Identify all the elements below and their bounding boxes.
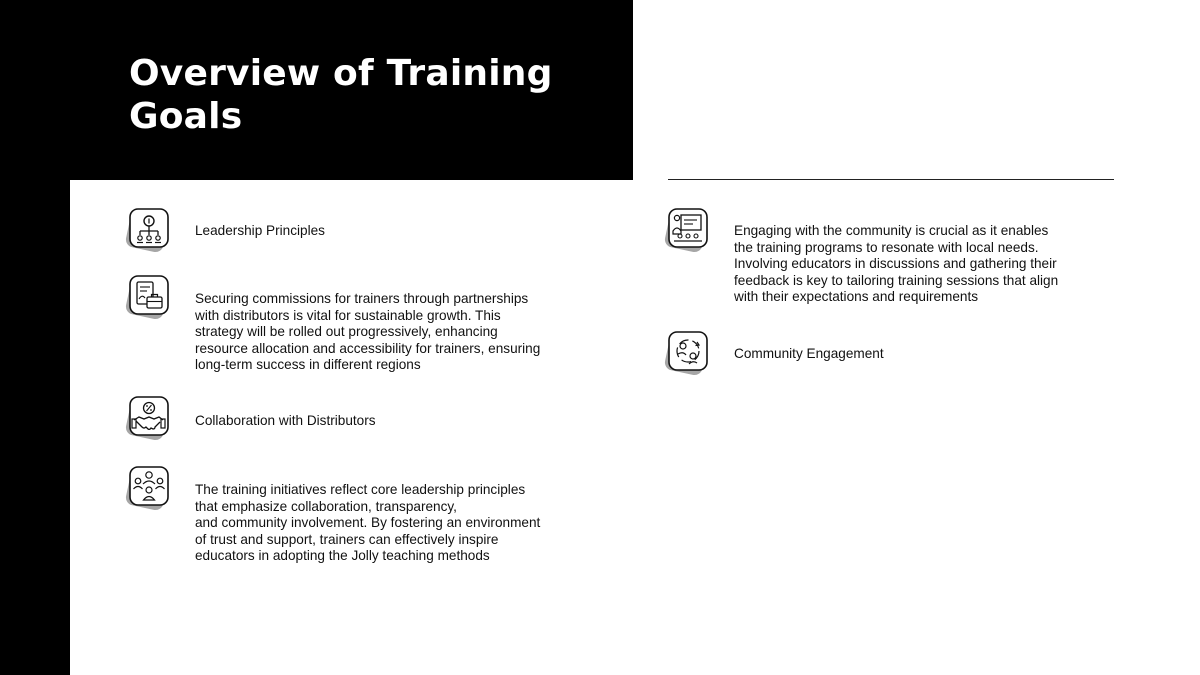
page-title: Overview of Training Goals: [129, 53, 553, 137]
item-text-community-engaging: Engaging with the community is crucial as it enables the training programs to resonate with local needs. Involving educators in discussions and gathering their feedback is key to tailoring training sessions that align with their expectations and requirements: [734, 223, 1059, 305]
team-community-icon: [123, 463, 173, 513]
title-block: [0, 0, 633, 180]
item-text-commissions: Securing commissions for trainers through partnerships with distributors is vital for sustainable growth. This strategy will be rolled out progressively, enhancing resource allocation and accessibility for trainers, ensuring long-term success in different regions: [195, 291, 541, 373]
item-text-collaboration: Collaboration with Distributors: [195, 413, 376, 428]
commission-briefcase-icon: [123, 272, 173, 322]
item-text-community-engagement: Community Engagement: [734, 346, 884, 361]
community-exchange-icon: [662, 328, 712, 378]
presentation-board-icon: [662, 205, 712, 255]
leadership-hierarchy-icon: [123, 205, 173, 255]
item-text-leadership-principles: Leadership Principles: [195, 223, 325, 238]
item-text-leadership-initiatives: The training initiatives reflect core leadership principles that emphasize collaboration, transparency, and community involvement. By fostering an environment of trust and support, trainers can effectively inspire educators in adopting the Jolly teaching methods: [195, 482, 541, 564]
handshake-percent-icon: [123, 393, 173, 443]
divider-line: [668, 179, 1114, 180]
